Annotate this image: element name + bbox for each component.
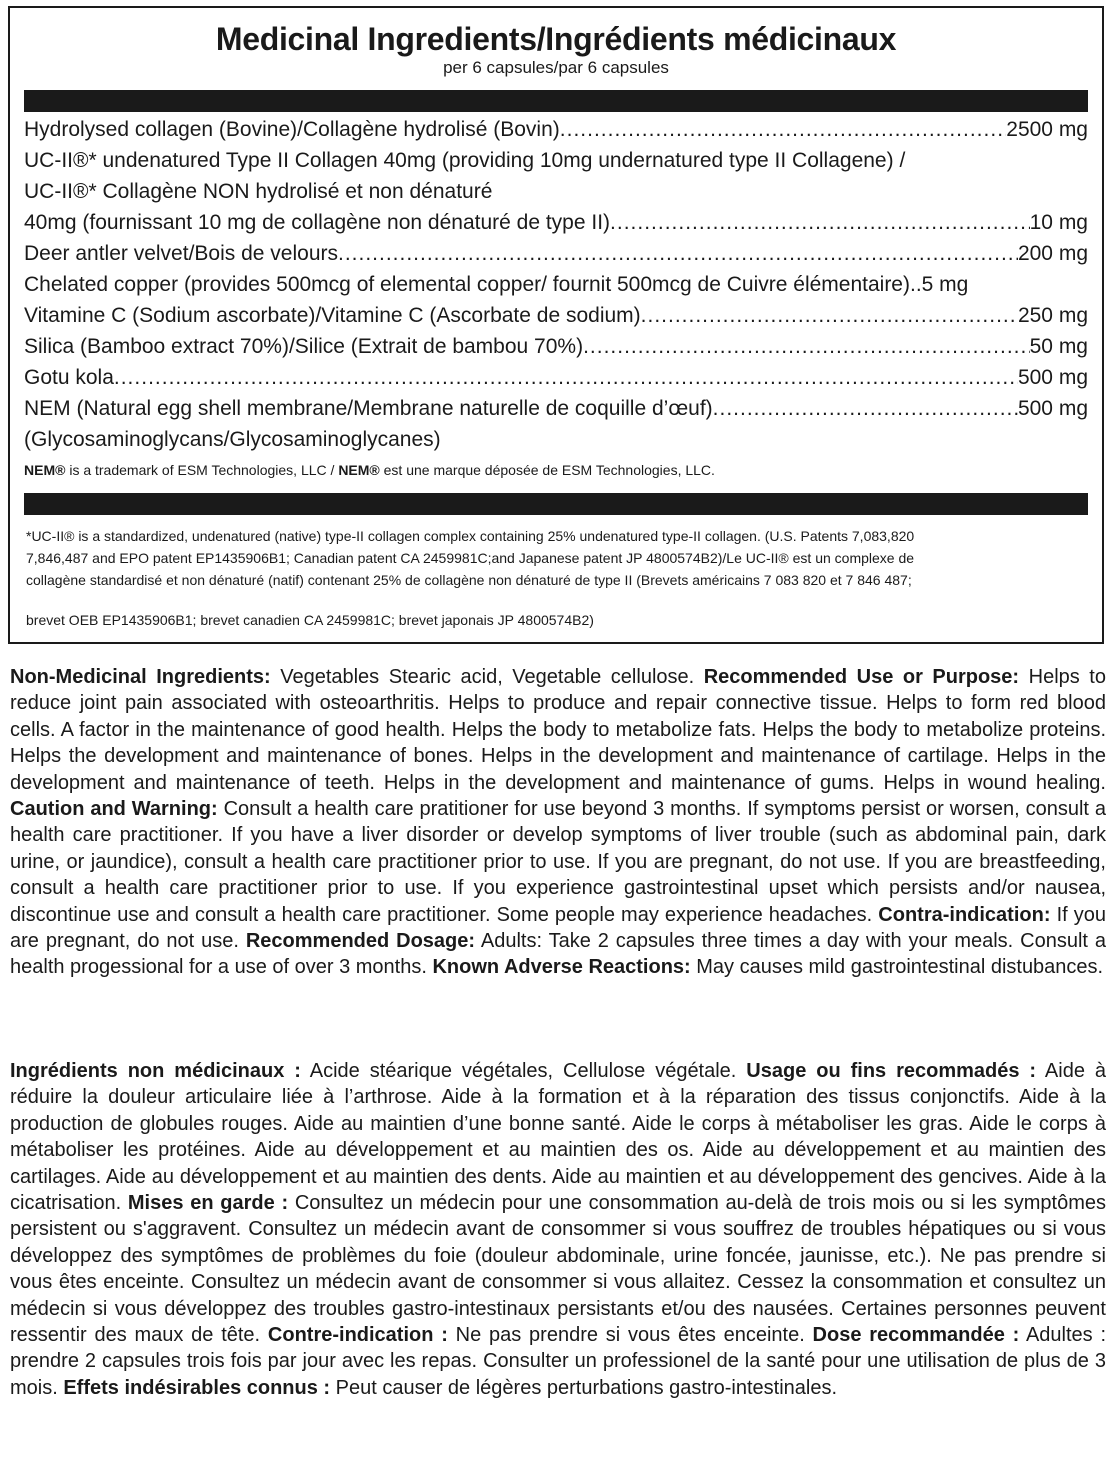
heading-caution: Caution and Warning: xyxy=(10,798,218,821)
dot-leader xyxy=(338,238,1018,269)
panel-title: Medicinal Ingredients/Ingrédients médicinaux xyxy=(215,21,897,57)
medicinal-ingredients-panel xyxy=(8,6,1104,644)
text-caution: Consult a health care pratitioner for use beyond 3 months. If symptoms persist or worsen, consult a health care practitioner. If you have a liver disorder or develop symptoms of liver trouble (such as abdominal pain, dark urine, or jaundice), consult a health care practitioner prior to use. If you are pregnant, do not use. If you are breastfeeding, consult a health care practitioner prior to use. If you experience gastrointestinal upset which persists and/or nausea, discontinue use and consult a health care practitioner. Some people may experience headaches. xyxy=(10,798,1106,926)
ingredient-row xyxy=(24,393,1088,424)
heading-contra-indication: Contre-indication : xyxy=(267,1324,448,1347)
text-recommended-use: Helps to reduce joint pain associated with osteoarthritis. Helps to produce and repair connective tissue. Helps to form red blood cells. A factor in the maintenance of good health. Helps the body to metabolize fats. Helps the body to metabolize proteins. Helps the development and maintenance of bones. Helps in the development and maintenance of cartilage. Helps in the development and maintenance of teeth. Helps in the development and maintenance of gums. Helps in wound healing. xyxy=(10,666,1106,794)
text-contra-indication: If you are pregnant, do not use. xyxy=(10,903,1106,953)
dot-leader xyxy=(641,300,1018,331)
panel-subtitle: per 6 capsules/par 6 capsules xyxy=(443,58,669,77)
dot-leader xyxy=(560,114,1006,145)
ingredient-amount: 250 mg xyxy=(1017,304,1088,327)
ingredient-amount: 50 mg xyxy=(1029,335,1088,358)
dot-leader xyxy=(583,331,1030,362)
heading-recommended-use: Usage ou fins recommadés : xyxy=(746,1060,1037,1082)
ingredient-row xyxy=(24,362,1088,393)
text-adverse-reactions: Peut causer de légères perturbations gastro-intestinales. xyxy=(330,1376,838,1399)
heading-adverse-reactions: Known Adverse Reactions: xyxy=(432,956,691,979)
text-dosage: Adults: Take 2 capsules three times a day with your meals. Consult a health progessional for a use of over 3 months. xyxy=(10,930,1106,979)
footnote-line: 7,846,487 and EPO patent EP1435906B1; Canadian patent CA 2459981C;and Japanese patent JP 4800574B2)/Le UC-II® est un complexe de xyxy=(26,550,915,566)
trademark-bold: NEM® xyxy=(338,462,380,478)
bottom-divider-bar xyxy=(24,493,1088,515)
heading-dosage: Dose recommandée : xyxy=(812,1324,1020,1347)
heading-adverse-reactions: Effets indésirables connus : xyxy=(63,1376,331,1399)
trademark-text: est une marque déposée de ESM Technologies, LLC. xyxy=(379,462,715,478)
ingredient-row xyxy=(24,114,1088,145)
french-label-paragraph xyxy=(10,1058,1106,1401)
heading-non-medicinal: Ingrédients non médicinaux : xyxy=(10,1060,301,1082)
heading-caution: Mises en garde : xyxy=(127,1192,289,1215)
trademark-text: is a trademark of ESM Technologies, LLC / xyxy=(65,462,339,478)
ingredient-amount: 2500 mg xyxy=(1006,118,1088,141)
ingredient-label: Vitamine C (Sodium ascorbate)/Vitamine C (Ascorbate de sodium) xyxy=(24,304,641,327)
ingredient-label: NEM (Natural egg shell membrane/Membrane naturelle de coquille d’œuf) xyxy=(24,397,713,420)
ingredient-text-line: (Glycosaminoglycans/Glycosaminoglycanes) xyxy=(24,428,441,451)
ingredient-amount: 500 mg xyxy=(1017,397,1088,420)
ingredient-label: Gotu kola xyxy=(24,366,114,389)
heading-recommended-use: Recommended Use or Purpose: xyxy=(703,666,1020,688)
ingredient-row xyxy=(24,331,1088,362)
ingredient-row xyxy=(24,300,1088,331)
dot-leader xyxy=(114,362,1018,393)
text-non-medicinal: Acide stéarique végétales, Cellulose végétale. xyxy=(300,1060,747,1082)
text-adverse-reactions: May causes mild gastrointestinal distubances. xyxy=(690,956,1104,979)
heading-non-medicinal: Non-Medicinal Ingredients: xyxy=(10,666,271,688)
ingredient-text-line: UC-II®* Collagène NON hydrolisé et non dénaturé xyxy=(24,180,493,203)
ingredient-label: Chelated copper (provides 500mcg of elemental copper/ fournit 500mcg de Cuivre élémentaire) xyxy=(24,273,910,296)
footnote-line: brevet OEB EP1435906B1; brevet canadien CA 2459981C; brevet japonais JP 4800574B2) xyxy=(26,612,594,628)
footnote-line: collagène standardisé et non dénaturé (natif) contenant 25% de collagène non dénaturé de type II (Brevets américains 7 083 820 et 7 846 487; xyxy=(26,572,912,588)
ingredient-amount: 500 mg xyxy=(1017,366,1088,389)
ingredient-row xyxy=(24,269,1088,300)
ingredient-label: 40mg (fournissant 10 mg de collagène non dénaturé de type II) xyxy=(24,211,611,234)
dot-leader xyxy=(610,207,1030,238)
ingredient-amount: 10 mg xyxy=(1029,211,1088,234)
ingredient-row xyxy=(24,238,1088,269)
top-divider-bar xyxy=(24,90,1088,112)
heading-dosage: Recommended Dosage: xyxy=(245,930,476,953)
trademark-note xyxy=(24,459,1088,481)
ingredient-label: Silica (Bamboo extract 70%)/Silice (Extrait de bambou 70%) xyxy=(24,335,584,358)
ingredient-amount: ..5 mg xyxy=(909,273,969,296)
text-dosage: Adultes : prendre 2 capsules trois fois par jour avec les repas. Consulter un professionel de la santé pour une utilisation de plus de 3 mois. xyxy=(10,1324,1107,1399)
text-caution: Consultez un médecin pour une consommation au-delà de trois mois ou si les symptômes persistent ou s'aggravent. Consultez un médecin avant de consommer si vous souffrez de troubles hépatiques ou si vous développez des symptômes de problèmes du foie (douleur abdominale, urine foncée, jaunisse, etc.). Ne pas prendre si vous êtes enceinte. Consultez un médecin avant de consommer si vous allaitez. Cessez la consommation et consultez un médecin si vous développez des troubles gastro-intestinaux persistants et/ou des nausées. Certaines personnes peuvent ressentir des maux de tête. xyxy=(10,1192,1106,1347)
ingredient-text-line: UC-II®* undenatured Type II Collagen 40mg (providing 10mg undernatured type II Collagene) / xyxy=(24,149,906,172)
ingredient-row xyxy=(24,207,1088,238)
dot-leader xyxy=(713,393,1018,424)
heading-contra-indication: Contra-indication: xyxy=(878,903,1051,926)
footnote-line: *UC-II® is a standardized, undenatured (native) type-II collagen complex containing 25% undenatured type-II collagen. (U.S. Patents 7,083,820 xyxy=(26,528,915,544)
ingredient-label: Hydrolysed collagen (Bovine)/Collagène hydrolisé (Bovin) xyxy=(24,118,560,141)
english-label-paragraph xyxy=(10,664,1106,981)
trademark-bold: NEM® xyxy=(24,462,66,478)
ingredient-amount: 200 mg xyxy=(1017,242,1088,265)
text-recommended-use: Aide à réduire la douleur articulaire liée à l’arthrose. Aide à la formation et à la réparation des tissus conjonctifs. Aide à la production de globules rouges. Aide au maintien d’une bonne santé. Aide le corps à métaboliser les gras. Aide le corps à métaboliser les protéines. Aide au développement et au maintien des os. Aide au développement et au maintien des cartilages. Aide au développement et au maintien des dents. Aide au maintien et au développement des gencives. Aide à la cicatrisation. xyxy=(10,1060,1106,1215)
text-contra-indication: Ne pas prendre si vous êtes enceinte. xyxy=(447,1324,813,1347)
text-non-medicinal: Vegetables Stearic acid, Vegetable cellulose. xyxy=(270,666,704,688)
ingredient-list xyxy=(10,112,1102,481)
ingredient-label: Deer antler velvet/Bois de velours xyxy=(24,242,338,265)
uc-ii-footnote xyxy=(10,515,1102,591)
